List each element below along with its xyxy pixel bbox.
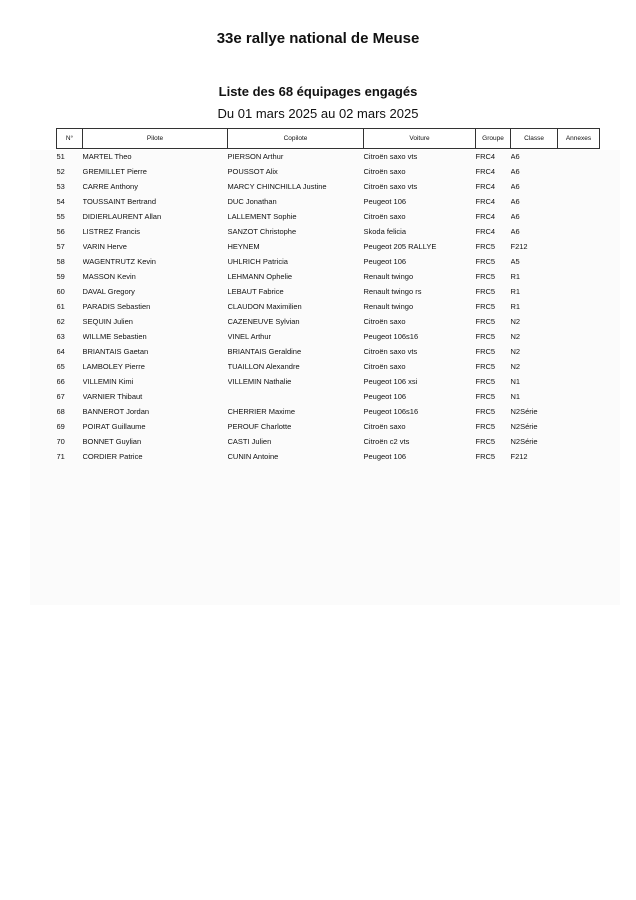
header-num: N° — [57, 129, 83, 149]
cell-voiture: Renault twingo rs — [363, 287, 422, 296]
cell-copilote: CUNIN Antoine — [227, 452, 279, 461]
table-row — [57, 329, 600, 344]
cell-num: 69 — [56, 422, 65, 431]
cell-num: 61 — [56, 302, 65, 311]
cell-voiture: Peugeot 106 — [363, 257, 407, 266]
table-row — [57, 299, 600, 314]
cell-num: 52 — [56, 167, 65, 176]
cell-annexes — [558, 224, 600, 239]
cell-groupe: FRC5 — [475, 362, 496, 371]
cell-annexes — [558, 359, 600, 374]
cell-annexes — [558, 404, 600, 419]
table-row — [57, 209, 600, 224]
cell-annexes — [558, 314, 600, 329]
cell-copilote: POUSSOT Alix — [227, 167, 278, 176]
table-body — [57, 149, 600, 465]
cell-annexes — [558, 149, 600, 165]
cell-annexes — [558, 254, 600, 269]
cell-num: 57 — [56, 242, 65, 251]
cell-classe: N1 — [510, 392, 521, 401]
cell-voiture: Peugeot 106 — [363, 197, 407, 206]
cell-num: 64 — [56, 347, 65, 356]
cell-num: 56 — [56, 227, 65, 236]
table-row — [57, 224, 600, 239]
cell-copilote: MARCY CHINCHILLA Justine — [227, 182, 327, 191]
cell-annexes — [558, 329, 600, 344]
cell-copilote: HEYNEM — [227, 242, 260, 251]
cell-groupe: FRC5 — [475, 377, 496, 386]
cell-classe: A6 — [510, 197, 520, 206]
table-row — [57, 449, 600, 464]
cell-classe: A5 — [510, 257, 520, 266]
header-copilote: Copilote — [228, 129, 364, 149]
cell-groupe: FRC5 — [475, 317, 496, 326]
cell-annexes — [558, 389, 600, 404]
cell-groupe: FRC5 — [475, 407, 496, 416]
cell-pilote: WAGENTRUTZ Kevin — [82, 257, 156, 266]
cell-groupe: FRC4 — [475, 197, 496, 206]
cell-classe: N2Série — [510, 437, 538, 446]
cell-classe: N2 — [510, 347, 521, 356]
cell-groupe: FRC4 — [475, 167, 496, 176]
cell-classe: N2 — [510, 332, 521, 341]
cell-pilote: TOUSSAINT Bertrand — [82, 197, 156, 206]
header-annexes: Annexes — [558, 129, 600, 149]
cell-classe: N2Série — [510, 422, 538, 431]
cell-copilote: CLAUDON Maximilien — [227, 302, 302, 311]
cell-voiture: Peugeot 106 — [363, 392, 407, 401]
cell-voiture: Citroën saxo vts — [363, 347, 418, 356]
cell-pilote: DIDIERLAURENT Allan — [82, 212, 162, 221]
cell-copilote: LEHMANN Ophelie — [227, 272, 293, 281]
cell-groupe: FRC4 — [475, 212, 496, 221]
cell-num: 68 — [56, 407, 65, 416]
cell-pilote: DAVAL Gregory — [82, 287, 135, 296]
cell-classe: F212 — [510, 452, 528, 461]
cell-num: 65 — [56, 362, 65, 371]
cell-num: 70 — [56, 437, 65, 446]
cell-copilote: VILLEMIN Nathalie — [227, 377, 292, 386]
table-row — [57, 434, 600, 449]
cell-num: 63 — [56, 332, 65, 341]
table-row — [57, 164, 600, 179]
cell-voiture: Peugeot 106s16 — [363, 332, 419, 341]
cell-annexes — [558, 374, 600, 389]
cell-pilote: BONNET Guylian — [82, 437, 142, 446]
cell-num: 71 — [56, 452, 65, 461]
cell-annexes — [558, 344, 600, 359]
cell-classe: R1 — [510, 287, 521, 296]
cell-num: 54 — [56, 197, 65, 206]
table-row — [57, 344, 600, 359]
cell-voiture: Peugeot 106 — [363, 452, 407, 461]
cell-pilote: POIRAT Guillaume — [82, 422, 146, 431]
cell-annexes — [558, 209, 600, 224]
cell-copilote: SANZOT Christophe — [227, 227, 297, 236]
cell-classe: A6 — [510, 227, 520, 236]
cell-classe: A6 — [510, 212, 520, 221]
cell-num: 66 — [56, 377, 65, 386]
cell-copilote: CHERRIER Maxime — [227, 407, 296, 416]
cell-annexes — [558, 194, 600, 209]
cell-voiture: Skoda felicia — [363, 227, 407, 236]
cell-groupe: FRC4 — [475, 182, 496, 191]
table-row — [57, 419, 600, 434]
table-row — [57, 254, 600, 269]
cell-pilote: LISTREZ Francis — [82, 227, 141, 236]
table-row — [57, 404, 600, 419]
cell-voiture: Peugeot 205 RALLYE — [363, 242, 437, 251]
cell-voiture: Peugeot 106 xsi — [363, 377, 418, 386]
cell-classe: A6 — [510, 182, 520, 191]
header-pilote: Pilote — [83, 129, 228, 149]
document-subtitle: Liste des 68 équipages engagés — [218, 84, 418, 99]
cell-num: 59 — [56, 272, 65, 281]
table-row — [57, 179, 600, 194]
cell-pilote: SEQUIN Julien — [82, 317, 133, 326]
cell-groupe: FRC5 — [475, 272, 496, 281]
cell-pilote: PARADIS Sebastien — [82, 302, 151, 311]
cell-voiture: Renault twingo — [363, 302, 414, 311]
cell-voiture: Citroën saxo — [363, 212, 406, 221]
cell-pilote: CARRE Anthony — [82, 182, 138, 191]
cell-classe: F212 — [510, 242, 528, 251]
cell-pilote: WILLME Sebastien — [82, 332, 147, 341]
table-row — [57, 149, 600, 165]
cell-groupe: FRC5 — [475, 347, 496, 356]
cell-pilote: VILLEMIN Kimi — [82, 377, 134, 386]
table-row — [57, 194, 600, 209]
cell-groupe: FRC5 — [475, 242, 496, 251]
cell-classe: N2Série — [510, 407, 538, 416]
cell-copilote: LALLEMENT Sophie — [227, 212, 297, 221]
cell-annexes — [558, 164, 600, 179]
cell-pilote: BANNEROT Jordan — [82, 407, 150, 416]
cell-annexes — [558, 299, 600, 314]
cell-annexes — [558, 269, 600, 284]
cell-copilote: CAZENEUVE Sylvian — [227, 317, 300, 326]
cell-annexes — [558, 434, 600, 449]
entries-table — [56, 128, 600, 464]
table-row — [57, 359, 600, 374]
cell-classe: A6 — [510, 167, 520, 176]
table-header-row — [57, 129, 600, 149]
cell-groupe: FRC5 — [475, 437, 496, 446]
table-row — [57, 269, 600, 284]
cell-copilote: LEBAUT Fabrice — [227, 287, 284, 296]
table-row — [57, 284, 600, 299]
cell-pilote: LAMBOLEY Pierre — [82, 362, 145, 371]
cell-groupe: FRC5 — [475, 257, 496, 266]
cell-voiture: Citroën saxo vts — [363, 152, 418, 161]
cell-annexes — [558, 179, 600, 194]
cell-copilote: UHLRICH Patricia — [227, 257, 288, 266]
cell-groupe: FRC4 — [475, 227, 496, 236]
cell-groupe: FRC5 — [475, 392, 496, 401]
cell-annexes — [558, 419, 600, 434]
cell-num: 53 — [56, 182, 65, 191]
cell-copilote — [228, 389, 364, 404]
cell-voiture: Citroën saxo vts — [363, 182, 418, 191]
cell-annexes — [558, 449, 600, 464]
cell-groupe: FRC5 — [475, 302, 496, 311]
cell-pilote: GREMILLET Pierre — [82, 167, 147, 176]
cell-num: 62 — [56, 317, 65, 326]
cell-pilote: MASSON Kevin — [82, 272, 136, 281]
cell-classe: A6 — [510, 152, 520, 161]
cell-copilote: PEROUF Charlotte — [227, 422, 292, 431]
cell-annexes — [558, 284, 600, 299]
cell-voiture: Citroën saxo — [363, 167, 406, 176]
cell-copilote: DUC Jonathan — [227, 197, 277, 206]
cell-voiture: Citroën saxo — [363, 317, 406, 326]
cell-annexes — [558, 239, 600, 254]
cell-pilote: BRIANTAIS Gaetan — [82, 347, 149, 356]
cell-voiture: Citroën saxo — [363, 422, 406, 431]
cell-copilote: CASTI Julien — [227, 437, 272, 446]
cell-groupe: FRC5 — [475, 452, 496, 461]
cell-voiture: Citroën c2 vts — [363, 437, 410, 446]
document-title: 33e rallye national de Meuse — [216, 30, 420, 47]
cell-classe: N1 — [510, 377, 521, 386]
cell-pilote: VARIN Herve — [82, 242, 127, 251]
table-row — [57, 314, 600, 329]
cell-num: 67 — [56, 392, 65, 401]
cell-num: 60 — [56, 287, 65, 296]
cell-copilote: BRIANTAIS Geraldine — [227, 347, 302, 356]
cell-num: 51 — [56, 152, 65, 161]
cell-voiture: Peugeot 106s16 — [363, 407, 419, 416]
cell-copilote: TUAILLON Alexandre — [227, 362, 300, 371]
table-row — [57, 389, 600, 404]
cell-groupe: FRC5 — [475, 332, 496, 341]
cell-classe: N2 — [510, 362, 521, 371]
cell-voiture: Renault twingo — [363, 272, 414, 281]
cell-classe: N2 — [510, 317, 521, 326]
cell-pilote: MARTEL Theo — [82, 152, 132, 161]
cell-voiture: Citroën saxo — [363, 362, 406, 371]
cell-copilote: PIERSON Arthur — [227, 152, 284, 161]
table-row — [57, 374, 600, 389]
cell-num: 55 — [56, 212, 65, 221]
cell-copilote: VINEL Arthur — [227, 332, 271, 341]
event-dates: Du 01 mars 2025 au 02 mars 2025 — [217, 106, 419, 121]
cell-classe: R1 — [510, 272, 521, 281]
table-row — [57, 239, 600, 254]
cell-pilote: VARNIER Thibaut — [82, 392, 143, 401]
header-classe: Classe — [511, 129, 558, 149]
cell-classe: R1 — [510, 302, 521, 311]
header-groupe: Groupe — [476, 129, 511, 149]
cell-pilote: CORDIER Patrice — [82, 452, 143, 461]
cell-groupe: FRC4 — [475, 152, 496, 161]
cell-groupe: FRC5 — [475, 287, 496, 296]
cell-groupe: FRC5 — [475, 422, 496, 431]
header-voiture: Voiture — [364, 129, 476, 149]
cell-num: 58 — [56, 257, 65, 266]
